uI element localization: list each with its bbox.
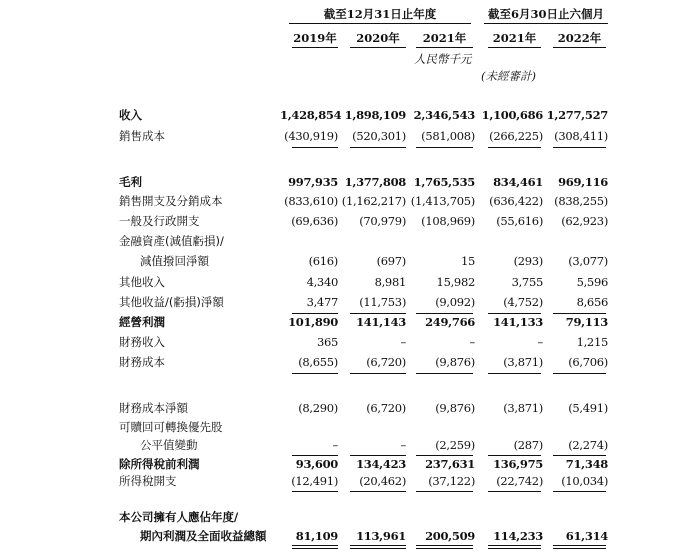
table-row [0,212,700,230]
subtotal-rule [350,491,406,492]
cell-value: (308,411) [554,129,608,143]
subtotal-rule [416,491,473,492]
row-label: 所得稅開支 [119,474,177,488]
table-row [0,173,700,191]
total-double-rule [553,545,606,549]
cell-value: (3,871) [503,355,543,369]
cell-value: 141,133 [493,315,543,329]
row-label: 一般及行政開支 [119,214,200,228]
row-label: 銷售成本 [119,129,165,143]
total-double-rule [350,545,406,549]
table-row [0,527,700,545]
cell-value: – [469,335,475,349]
table-row [0,232,700,250]
cell-value: 834,461 [493,175,543,189]
year-header-2021: 2021年 [416,31,473,48]
year-header-2019: 2019年 [292,31,338,48]
cell-value: (4,752) [503,295,543,309]
table-row [0,127,700,145]
table-row [0,313,700,331]
cell-value: 1,428,854 [280,108,342,122]
cell-value: 15 [460,254,475,268]
subtotal-rule [292,491,338,492]
cell-value: (11,753) [359,295,406,309]
cell-value: 2,346,543 [413,108,475,122]
total-double-rule [416,545,473,549]
cell-value: (9,092) [435,295,475,309]
cell-value: (9,876) [435,355,475,369]
total-double-rule [488,545,541,549]
table-row [0,192,700,210]
cell-value: (6,706) [568,355,608,369]
cell-value: (62,923) [561,214,608,228]
cell-value: (5,491) [568,401,608,415]
cell-value: 365 [316,335,338,349]
cell-value: (6,720) [366,401,406,415]
cell-value: (8,655) [298,355,338,369]
cell-value: (833,610) [284,194,338,208]
cell-value: (266,225) [489,129,543,143]
cell-value: 3,755 [511,275,543,289]
currency-note: 人民幣千元 [414,52,472,66]
subtotal-rule [292,147,338,148]
subtotal-rule [350,147,406,148]
cell-value: (3,871) [503,401,543,415]
header-group-six-months: 截至6月30日止六個月 [484,7,608,24]
cell-value: 81,109 [295,529,338,543]
cell-value: (636,422) [489,194,543,208]
audit-note: (未經審計) [481,69,536,83]
cell-value: 15,982 [436,275,475,289]
subtotal-rule [488,147,541,148]
cell-value: (22,742) [496,474,543,488]
cell-value: – [537,335,543,349]
row-label: 銷售開支及分銷成本 [119,194,223,208]
cell-value: 1,765,535 [413,175,475,189]
cell-value: 113,961 [356,529,406,543]
cell-value: 969,116 [558,175,608,189]
subtotal-rule [553,147,606,148]
cell-value: (430,919) [284,129,338,143]
cell-value: (838,255) [554,194,608,208]
table-row [0,106,700,124]
cell-value: (55,616) [496,214,543,228]
table-row [0,455,700,473]
cell-value: (1,413,705) [410,194,475,208]
table-row [0,252,700,270]
table-row [0,472,700,490]
table-row [0,273,700,291]
cell-value: 3,477 [306,295,338,309]
row-label: 期內利潤及全面收益總額 [140,529,267,543]
year-header-2022-h1: 2022年 [553,31,606,48]
cell-value: 93,600 [295,457,338,471]
cell-value: 8,656 [576,295,608,309]
cell-value: 61,314 [565,529,608,543]
row-label: 公平值變動 [140,438,198,452]
cell-value: (6,720) [366,355,406,369]
cell-value: 8,981 [374,275,406,289]
header-group-year-end: 截至12月31日止年度 [289,7,471,24]
year-header-2020: 2020年 [350,31,406,48]
table-row [0,353,700,371]
cell-value: 200,509 [425,529,475,543]
subtotal-rule [553,491,606,492]
cell-value: – [400,438,406,452]
cell-value: (2,259) [435,438,475,452]
cell-value: (37,122) [428,474,475,488]
row-label: 其他收入 [119,275,165,289]
cell-value: 1,377,808 [344,175,406,189]
cell-value: 1,898,109 [344,108,406,122]
table-row [0,436,700,454]
subtotal-rule [416,147,473,148]
subtotal-rule [488,491,541,492]
cell-value: 136,975 [493,457,543,471]
table-row [0,508,700,526]
row-label: 經營利潤 [119,315,165,329]
cell-value: (108,969) [421,214,475,228]
row-label: 財務收入 [119,335,165,349]
cell-value: (12,491) [291,474,338,488]
cell-value: (1,162,217) [341,194,406,208]
cell-value: (69,636) [291,214,338,228]
row-label: 金融資產(減值虧損)/ [119,234,224,248]
cell-value: (2,274) [568,438,608,452]
cell-value: 4,340 [306,275,338,289]
table-row [0,293,700,311]
cell-value: (581,008) [421,129,475,143]
cell-value: 237,631 [425,457,475,471]
cell-value: 997,935 [288,175,338,189]
cell-value: 249,766 [425,315,475,329]
year-header-2021-h1: 2021年 [488,31,541,48]
cell-value: 101,890 [288,315,338,329]
cell-value: 141,143 [356,315,406,329]
subtotal-rule [292,373,338,374]
cell-value: (616) [308,254,338,268]
cell-value: – [400,335,406,349]
row-label: 毛利 [119,175,142,189]
cell-value: (697) [376,254,406,268]
subtotal-rule [416,373,473,374]
row-label: 除所得稅前利潤 [119,457,200,471]
subtotal-rule [488,373,541,374]
cell-value: – [332,438,338,452]
row-label: 財務成本淨額 [119,401,188,415]
cell-value: 71,348 [565,457,608,471]
cell-value: 5,596 [576,275,608,289]
row-label: 財務成本 [119,355,165,369]
row-label: 收入 [119,108,142,122]
cell-value: (10,034) [561,474,608,488]
cell-value: 134,423 [356,457,406,471]
row-label: 本公司擁有人應佔年度/ [119,510,239,524]
cell-value: 1,215 [576,335,608,349]
cell-value: (8,290) [298,401,338,415]
cell-value: (293) [513,254,543,268]
total-double-rule [292,545,338,549]
cell-value: 114,233 [493,529,543,543]
subtotal-rule [350,373,406,374]
cell-value: (287) [513,438,543,452]
table-row [0,333,700,351]
cell-value: 79,113 [565,315,608,329]
cell-value: 1,100,686 [481,108,543,122]
cell-value: (9,876) [435,401,475,415]
row-label: 可贖回可轉換優先股 [119,420,223,434]
table-row [0,399,700,417]
cell-value: (3,077) [568,254,608,268]
cell-value: (20,462) [359,474,406,488]
row-label: 其他收益/(虧損)淨額 [119,295,224,309]
cell-value: 1,277,527 [546,108,608,122]
table-row [0,418,700,436]
cell-value: (520,301) [352,129,406,143]
row-label: 減值撥回淨額 [140,254,209,268]
subtotal-rule [553,373,606,374]
cell-value: (70,979) [359,214,406,228]
